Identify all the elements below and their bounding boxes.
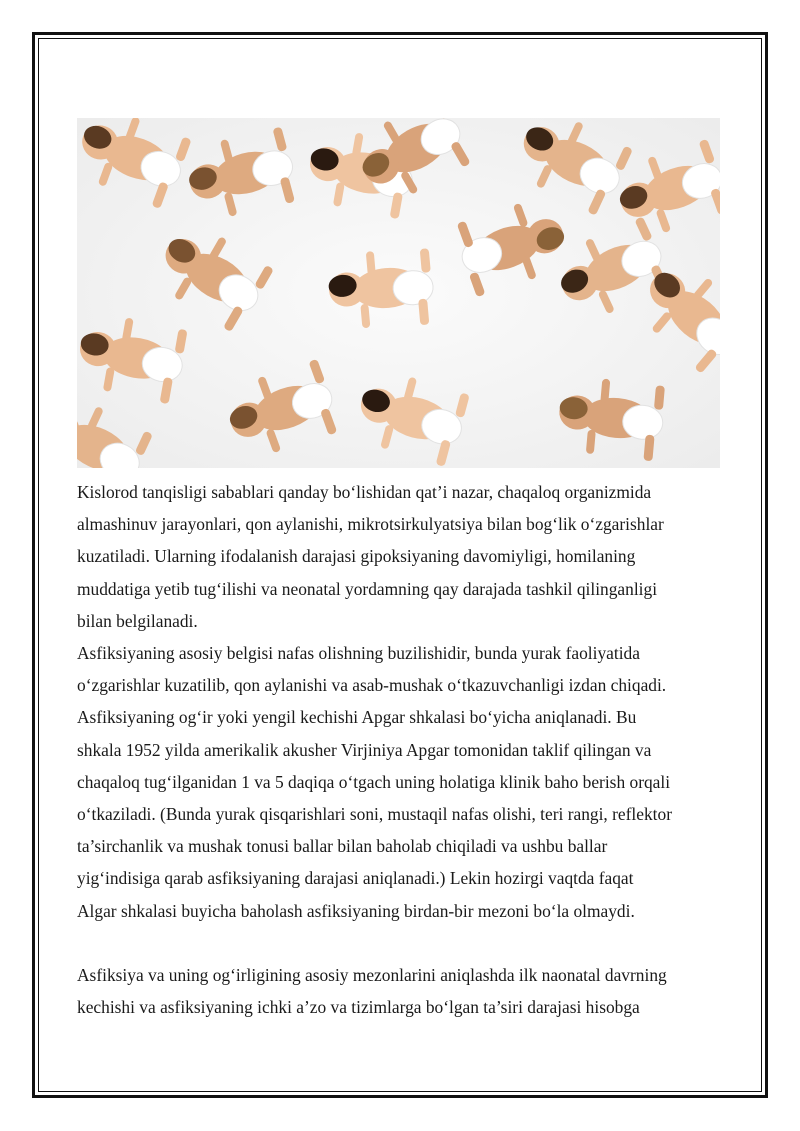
text-line: Kislorod tanqisligi sabablari qanday bo‘lishidan qat’i nazar, chaqaloq organizmida xyxy=(77,482,652,502)
body-text xyxy=(77,476,727,1023)
text-line: yig‘indisiga qarab asfiksiyaning darajasi aniqlanadi.) Lekin hozirgi vaqtda faqat xyxy=(77,868,634,889)
paragraph-3 xyxy=(77,959,727,1023)
text-line: Asfiksiyaning og‘ir yoki yengil kechishi Apgar shkalasi bo‘yicha aniqlanadi. Bu xyxy=(77,707,637,728)
paragraph-1 xyxy=(77,476,727,637)
text-line: almashinuv jarayonlari, qon aylanishi, mikrotsirkulyatsiya bilan bog‘lik o‘zgarishlar xyxy=(77,514,664,535)
text-line: Algar shkalasi buyicha baholash asfiksiyaning birdan-bir mezoni bo‘la olmaydi. xyxy=(77,900,635,921)
text-line: Asfiksiya va uning og‘irligining asosiy mezonlarini aniqlashda ilk naonatal davrning xyxy=(77,964,667,985)
text-line: muddatiga yetib tug‘ilishi va neonatal yordamning qay darajada tashkil qilinganligi xyxy=(77,578,658,599)
text-line: Asfiksiyaning asosiy belgisi nafas olishning buzilishidir, bunda yurak faoliyatida xyxy=(77,643,640,664)
text-line: kechishi va asfiksiyaning ichki a’zo va tizimlarga bo‘lgan ta’siri darajasi hisobga xyxy=(77,997,640,1018)
paragraph-2 xyxy=(77,637,727,927)
text-line: chaqaloq tug‘ilganidan 1 va 5 daqiqa o‘tgach uning holatiga klinik baho berish orqali xyxy=(77,771,671,792)
text-line: o‘zgarishlar kuzatilib, qon aylanishi va asab-mushak o‘tkazuvchanligi izdan chiqadi. xyxy=(77,675,667,696)
text-line: shkala 1952 yilda amerikalik akusher Virjiniya Apgar tomonidan taklif qilingan va xyxy=(77,739,652,760)
babies-crawling-photo xyxy=(77,118,720,468)
paragraph-spacer xyxy=(77,927,727,959)
text-line: o‘tkaziladi. (Bunda yurak qisqarishlari soni, mustaqil nafas olishi, teri rangi, reflektor xyxy=(77,804,672,825)
text-line: kuzatiladi. Ularning ifodalanish darajasi gipoksiyaning davomiyligi, homilaning xyxy=(77,546,636,567)
text-line: ta’sirchanlik va mushak tonusi ballar bilan baholab chiqiladi va ushbu ballar xyxy=(77,836,608,857)
text-line: bilan belgilanadi. xyxy=(77,610,198,631)
